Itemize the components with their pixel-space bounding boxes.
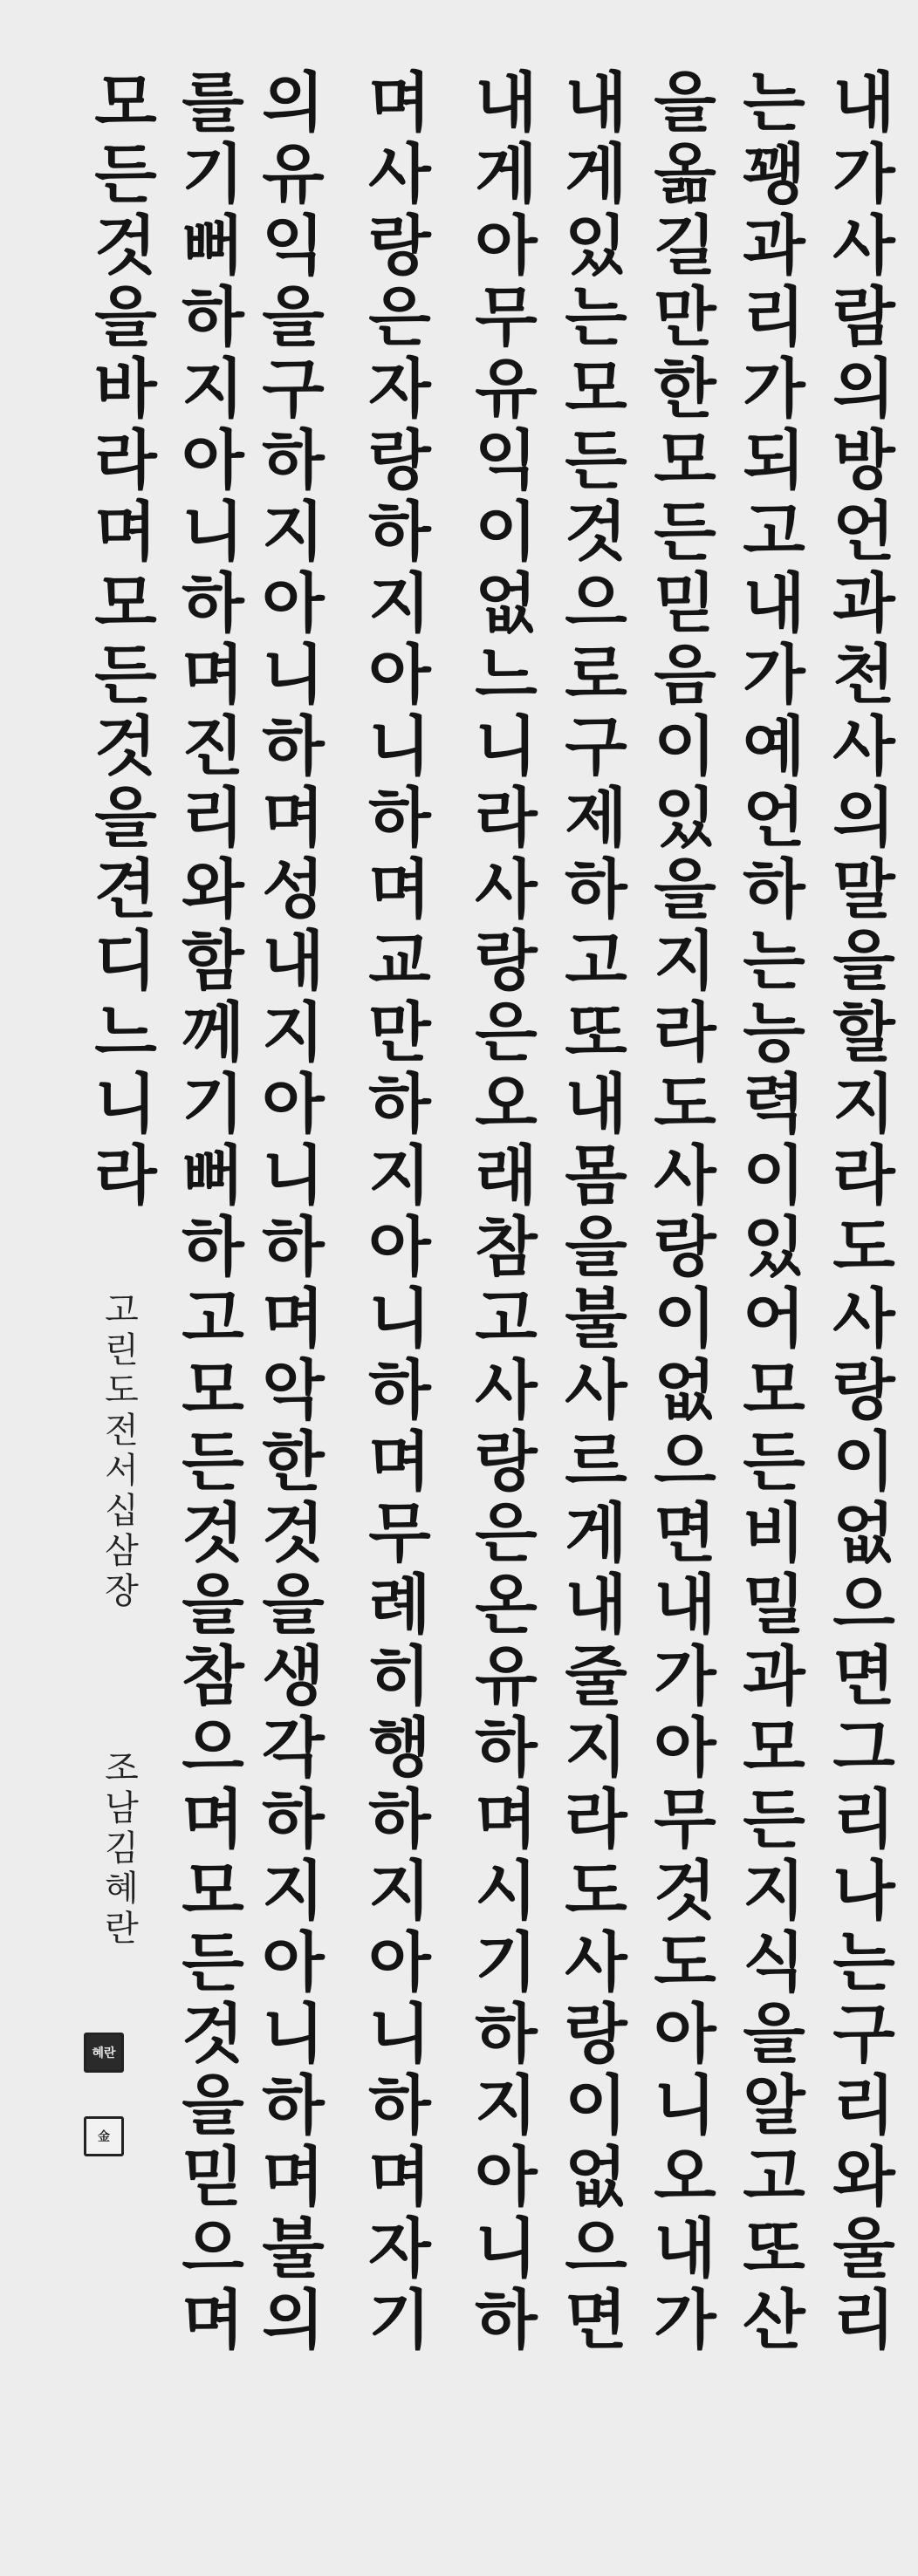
- text-column-8: 를기뻐하지아니하며진리와함께기뻐하고모든것을참으며모든것을믿으며: [170, 68, 245, 2357]
- text-column-4: 내게있는모든것으로구제하고또내몸을불사르게내줄지라도사랑이없으면: [553, 68, 628, 2357]
- colophon-source: 고린도전서십삼장: [99, 1291, 139, 1612]
- text-column-9: 모든것을바라며모든것을견디느니라: [83, 68, 158, 1213]
- text-column-2: 는꽹과리가되고내가예언하는능력이있어모든비밀과모든지식을알고또산: [731, 68, 806, 2357]
- text-column-7: 의유익을구하지아니하며성내지아니하며악한것을생각하지아니하며불의: [250, 68, 325, 2357]
- text-column-1: 내가사람의방언과천사의말을할지라도사랑이없으면그리나는구리와울리: [821, 68, 896, 2357]
- seal-pen-icon: 金: [84, 2116, 124, 2156]
- text-column-3: 을옮길만한모든믿음이있을지라도사랑이없으면내가아무것도아니오내가: [642, 68, 717, 2357]
- text-column-5: 내게아무유익이없느니라사랑은오래참고사랑은온유하며시기하지아니하: [463, 68, 538, 2357]
- seal-name-icon: 혜란: [84, 2033, 124, 2073]
- text-column-6: 며사랑은자랑하지아니하며교만하지아니하며무례히행하지아니하며자기: [357, 68, 432, 2357]
- colophon-author: 조남김혜란: [99, 1749, 139, 1950]
